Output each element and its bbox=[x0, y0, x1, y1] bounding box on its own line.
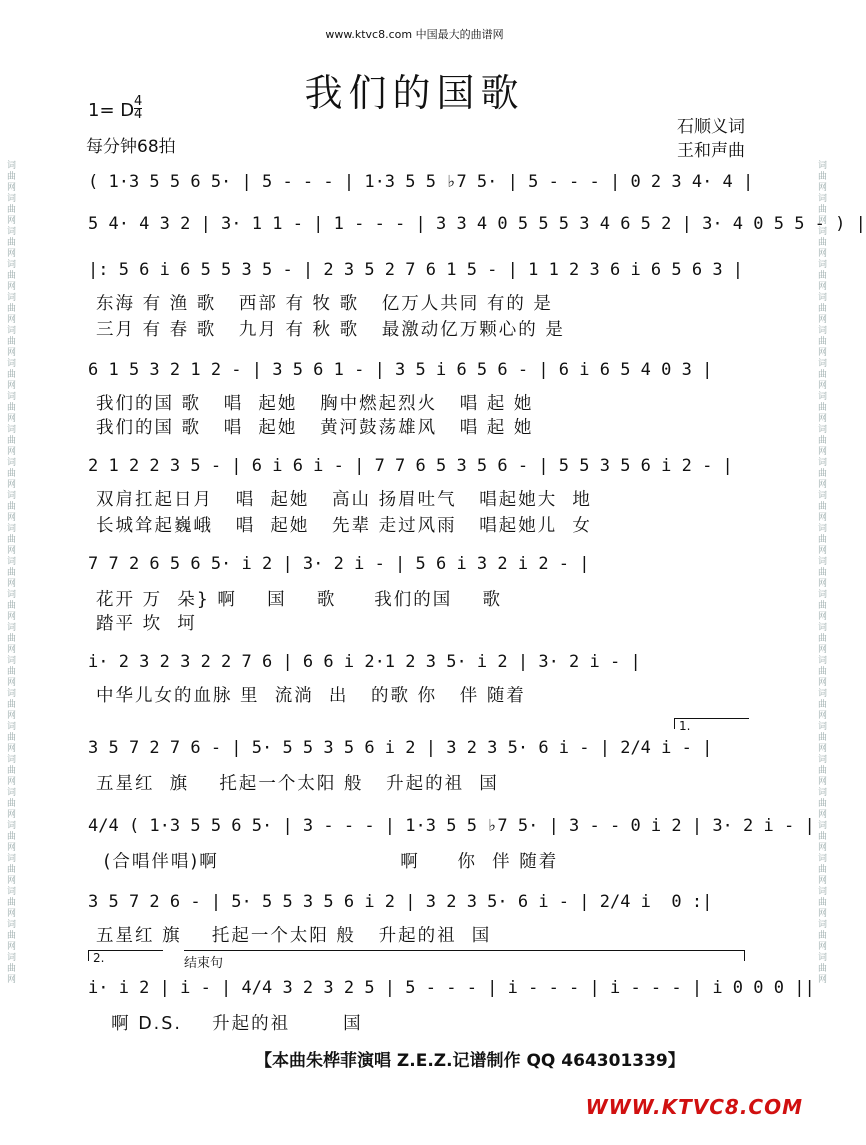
lyrics-verse-1: (合唱伴唱)啊 啊 你 伴 随着 bbox=[96, 852, 559, 872]
lyrics-verse-1: 啊 D.S. 升起的祖 国 bbox=[96, 1014, 363, 1034]
time-signature bbox=[134, 96, 142, 121]
lyrics-verse-2: 踏平 坎 坷 bbox=[96, 614, 197, 634]
lyrics-verse-2: 三月 有 春 歌 九月 有 秋 歌 最激动亿万颗心的 是 bbox=[96, 320, 565, 340]
lyricist: 石顺义词 bbox=[677, 117, 745, 137]
notation-line: 3 5 7 2 6 - | 5· 5 5 3 5 6 i 2 | 3 2 3 5· 6 i - | 2/4 i 0 :| bbox=[88, 892, 713, 912]
notation-line: i· 2 3 2 3 2 2 7 6 | 6 6 i 2·1 2 3 5· i 2 | 3· 2 i - | bbox=[88, 652, 641, 672]
notation-line: ( 1·3 5 5 6 5· | 5 - - - | 1·3 5 5 ♭7 5· | 5 - - - | 0 2 3 4· 4 | bbox=[88, 172, 754, 192]
watermark-right: 词曲网词曲网词曲网词曲网词曲网词曲网词曲网词曲网词曲网词曲网词曲网词曲网词曲网词曲网词曲网词曲网词曲网词曲网词曲网词曲网词曲网词曲网词曲网词曲网词曲网 bbox=[816, 160, 826, 985]
time-top: 4 bbox=[134, 94, 143, 109]
credit-banner: 【本曲朱桦菲演唱 Z.E.Z.记谱制作 QQ 464301339】 bbox=[255, 1051, 685, 1071]
notation-line: 7 7 2 6 5 6 5· i 2 | 3· 2 i - | 5 6 i 3 2 i 2 - | bbox=[88, 554, 590, 574]
watermark-left: 词曲网词曲网词曲网词曲网词曲网词曲网词曲网词曲网词曲网词曲网词曲网词曲网词曲网词曲网词曲网词曲网词曲网词曲网词曲网词曲网词曲网词曲网词曲网词曲网词曲网 bbox=[5, 160, 15, 985]
lyrics-verse-1: 中华儿女的血脉 里 流淌 出 的歌 你 伴 随着 bbox=[96, 686, 526, 706]
lyrics-verse-1: 双肩扛起日月 唱 起她 高山 扬眉吐气 唱起她大 地 bbox=[96, 490, 592, 510]
coda-bracket bbox=[184, 950, 745, 961]
notation-line: |: 5 6 i 6 5 5 3 5 - | 2 3 5 2 7 6 1 5 - | 1 1 2 3 6 i 6 5 6 3 | bbox=[88, 260, 744, 280]
notation-line: 4/4 ( 1·3 5 5 6 5· | 3 - - - | 1·3 5 5 ♭7 5· | 3 - - 0 i 2 | 3· 2 i - | bbox=[88, 816, 815, 836]
notation-line: i· i 2 | i - | 4/4 3 2 3 2 5 | 5 - - - | i - - - | i - - - | i 0 0 0 || bbox=[88, 978, 815, 998]
second-ending-bracket: 2. bbox=[88, 950, 163, 961]
notation-line: 6 1 5 3 2 1 2 - | 3 5 6 1 - | 3 5 i 6 5 6 - | 6 i 6 5 4 0 3 | bbox=[88, 360, 713, 380]
first-ending-bracket: 1. bbox=[674, 718, 749, 729]
site-logo[interactable]: WWW.KTVC8.COM bbox=[585, 1095, 803, 1119]
lyrics-verse-1: 我们的国 歌 唱 起她 胸中燃起烈火 唱 起 她 bbox=[96, 394, 534, 414]
notation-line: 5 4· 4 3 2 | 3· 1 1 - | 1 - - - | 3 3 4 0 5 5 5 3 4 6 5 2 | 3· 4 0 5 5 - ) | bbox=[88, 214, 866, 234]
lyrics-verse-1: 五星红 旗 托起一个太阳 般 升起的祖 国 bbox=[96, 926, 492, 946]
lyrics-verse-1: 花开 万 朵} 啊 国 歌 我们的国 歌 bbox=[96, 590, 502, 610]
notation-line: 2 1 2 2 3 5 - | 6 i 6 i - | 7 7 6 5 3 5 6 - | 5 5 3 5 6 i 2 - | bbox=[88, 456, 733, 476]
time-bottom: 4 bbox=[134, 107, 143, 122]
ending-label: 结束句 bbox=[184, 956, 224, 971]
lyrics-verse-2: 我们的国 歌 唱 起她 黄河鼓荡雄风 唱 起 她 bbox=[96, 418, 534, 438]
lyrics-verse-1: 东海 有 渔 歌 西部 有 牧 歌 亿万人共同 有的 是 bbox=[96, 294, 553, 314]
key-signature: 1= D bbox=[88, 100, 135, 121]
lyrics-verse-2: 长城耸起巍峨 唱 起她 先辈 走过风雨 唱起她儿 女 bbox=[96, 516, 592, 536]
notation-line: 3 5 7 2 7 6 - | 5· 5 5 3 5 6 i 2 | 3 2 3 5· 6 i - | 2/4 i - | bbox=[88, 738, 713, 758]
site-header[interactable]: www.ktvc8.com 中国最大的曲谱网 bbox=[325, 28, 504, 41]
song-title: 我们的国歌 bbox=[304, 71, 525, 115]
lyrics-verse-1: 五星红 旗 托起一个太阳 般 升起的祖 国 bbox=[96, 774, 499, 794]
tempo: 每分钟68拍 bbox=[86, 137, 176, 157]
composer: 王和声曲 bbox=[677, 141, 745, 161]
